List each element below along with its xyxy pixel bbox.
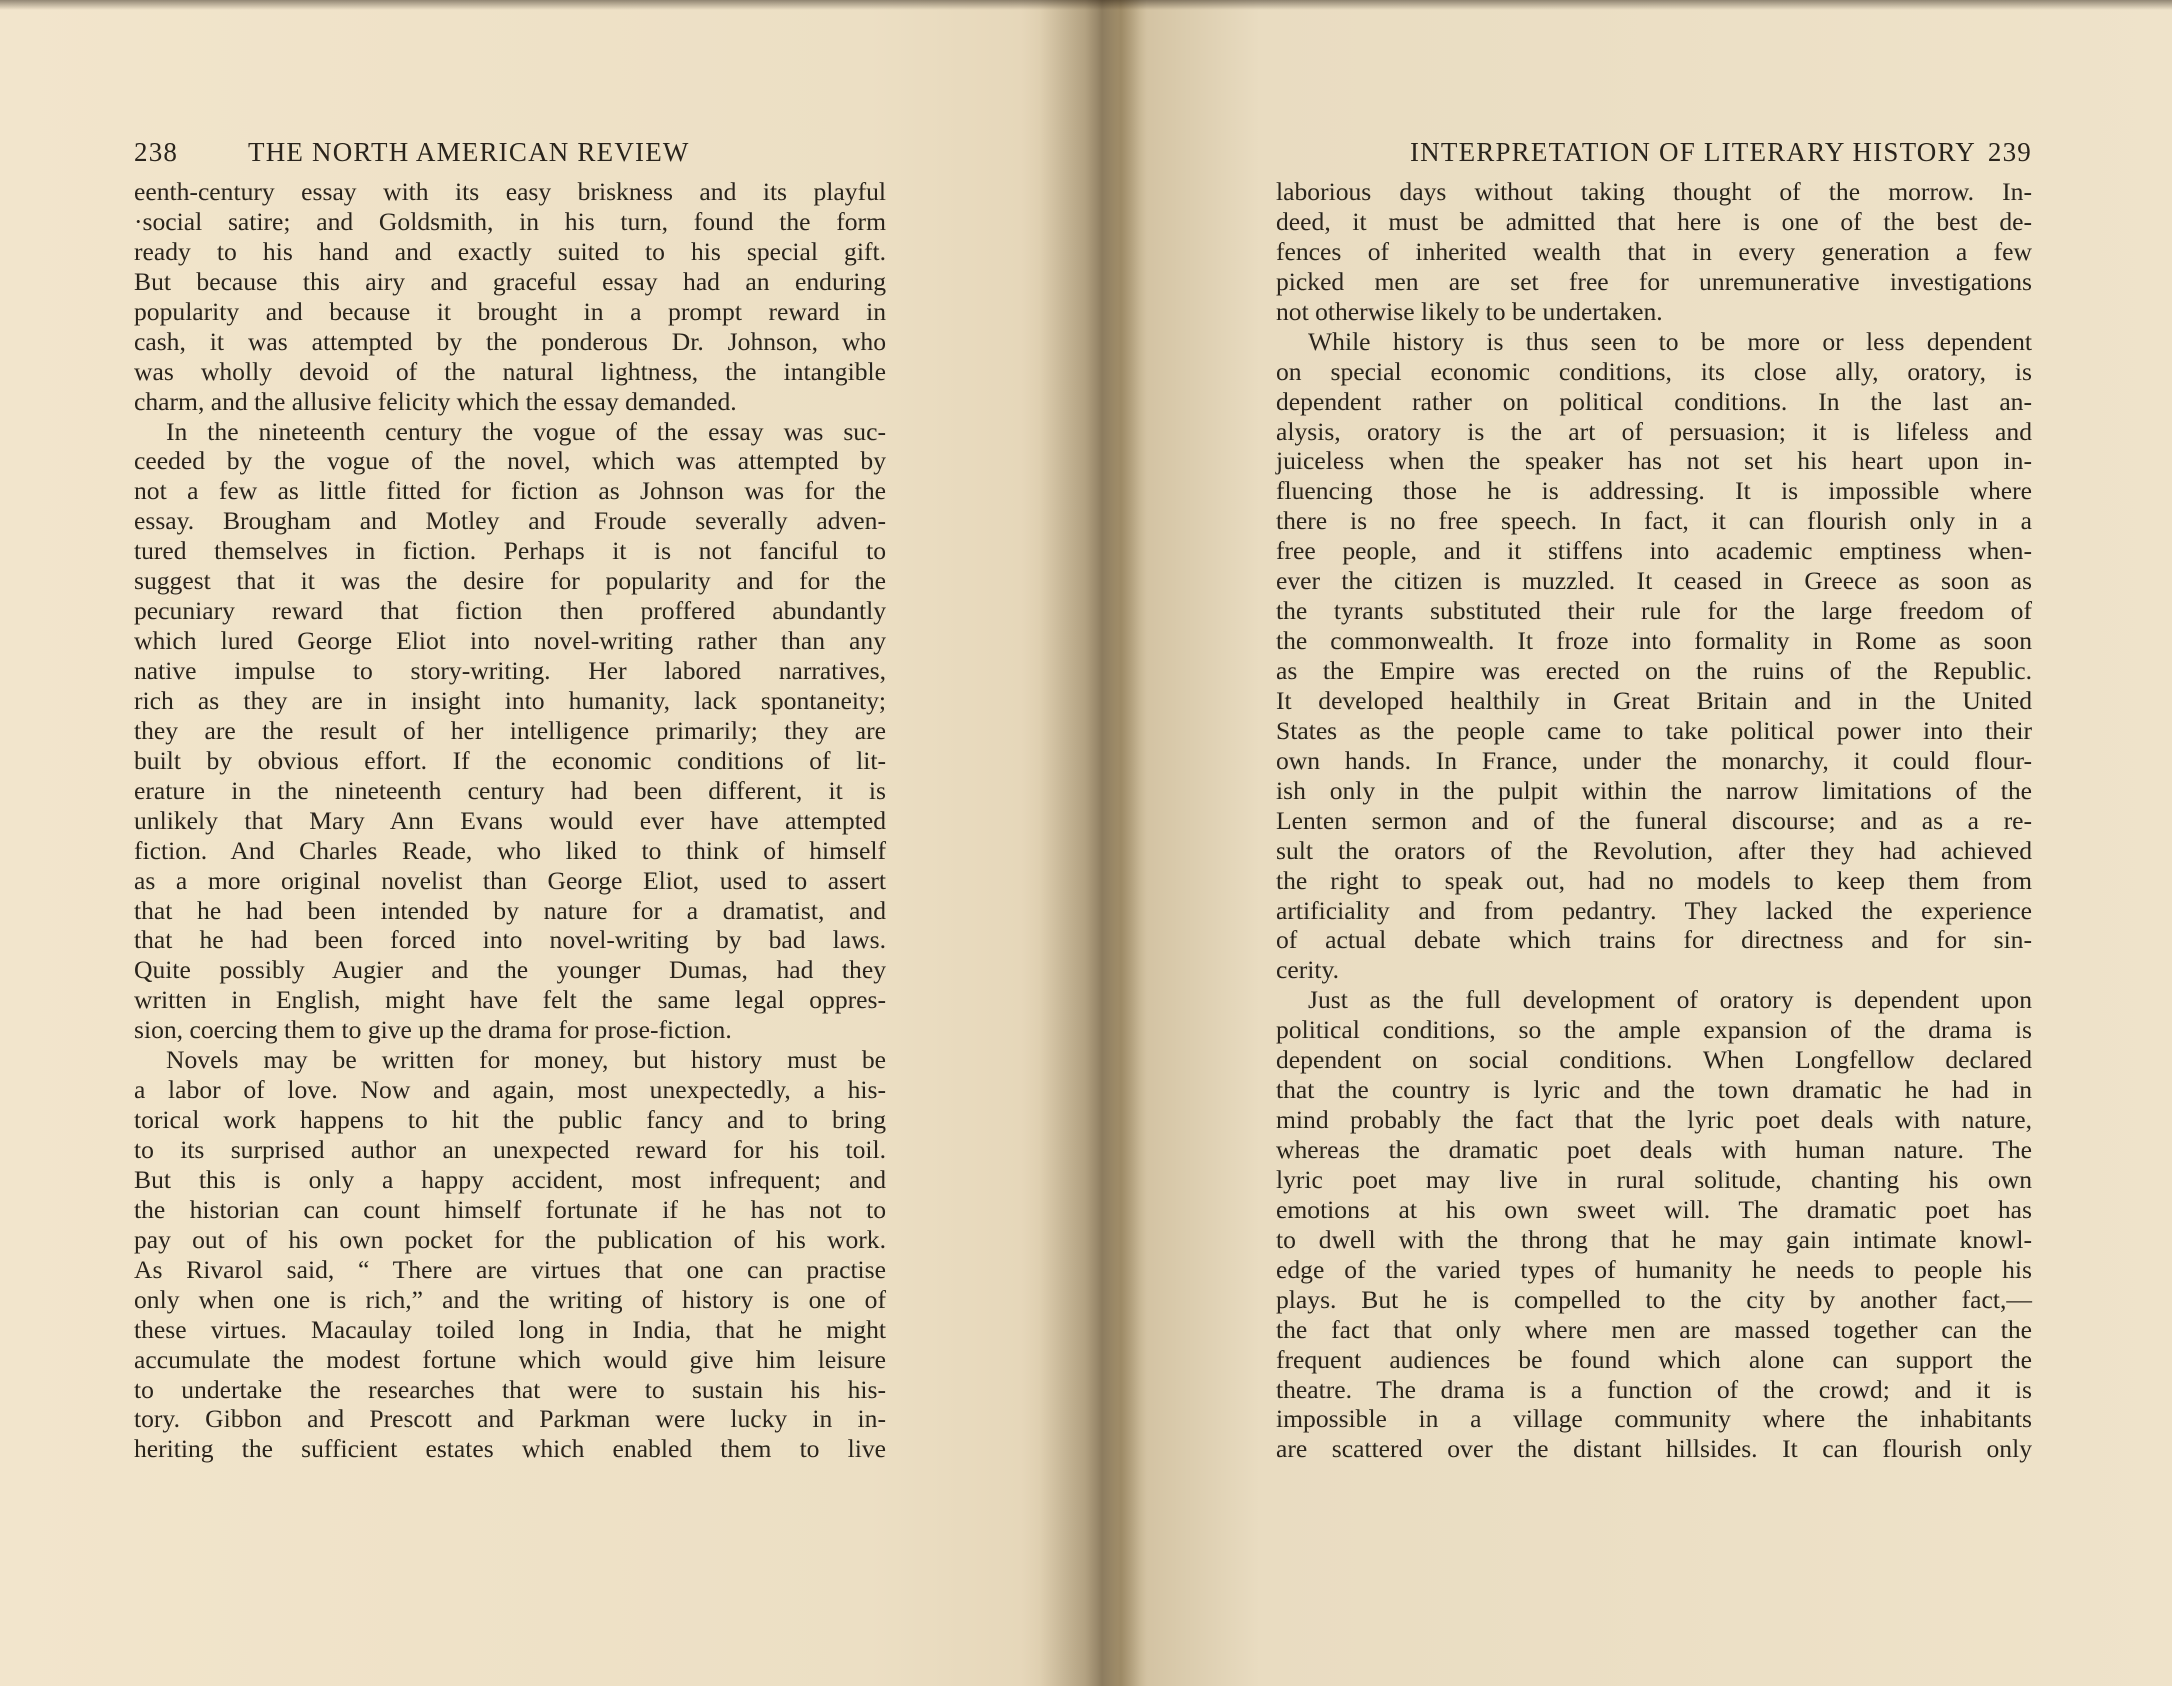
- text-line: the historian can count himself fortunate if he has not to: [134, 1194, 886, 1224]
- text-line: there is no free speech. In fact, it can flourish only in a: [1276, 506, 2032, 536]
- text-line: tured themselves in fiction. Perhaps it is not fanciful to: [134, 536, 886, 566]
- left-page-number: 238: [134, 137, 179, 167]
- text-line: picked men are set free for unremunerative investigations: [1276, 266, 2032, 296]
- text-line: which lured George Eliot into novel-writing rather than any: [134, 626, 886, 656]
- text-line: that he had been intended by nature for a dramatist, and: [134, 895, 886, 925]
- text-line: cerity.: [1276, 955, 1339, 985]
- text-line: ceeded by the vogue of the novel, which was attempted by: [134, 446, 886, 476]
- text-line: But this is only a happy accident, most infrequent; and: [134, 1164, 886, 1194]
- text-line: cash, it was attempted by the ponderous Dr. Johnson, who: [134, 326, 886, 356]
- right-running-title: INTERPRETATION OF LITERARY HISTORY: [1409, 137, 1976, 167]
- text-line: that the country is lyric and the town dramatic he had in: [1276, 1075, 2032, 1105]
- text-line: laborious days without taking thought of the morrow. In-: [1276, 177, 2032, 206]
- text-line: fences of inherited wealth that in every generation a few: [1276, 236, 2032, 266]
- text-line: accumulate the modest fortune which would give him leisure: [134, 1344, 886, 1374]
- text-line: native impulse to story-writing. Her labored narratives,: [134, 656, 886, 685]
- text-line: the tyrants substituted their rule for the large freedom of: [1276, 596, 2032, 626]
- text-line: these virtues. Macaulay toiled long in India, that he might: [134, 1314, 886, 1344]
- text-line: juiceless when the speaker has not set his heart upon in-: [1276, 446, 2032, 476]
- text-line: on special economic conditions, its close ally, oratory, is: [1276, 356, 2032, 386]
- text-line: ready to his hand and exactly suited to his special gift.: [134, 236, 886, 266]
- text-line: a labor of love. Now and again, most unexpectedly, a his-: [134, 1075, 886, 1105]
- text-line: the commonwealth. It froze into formality in Rome as soon: [1276, 626, 2032, 656]
- text-line: political conditions, so the ample expansion of the drama is: [1276, 1015, 2032, 1045]
- left-running-title: THE NORTH AMERICAN REVIEW: [248, 137, 690, 167]
- text-line: alysis, oratory is the art of persuasion; it is lifeless and: [1276, 416, 2032, 446]
- text-line: Just as the full development of oratory is dependent upon: [1308, 985, 2032, 1015]
- text-line: impossible in a village community where the inhabitants: [1276, 1404, 2032, 1434]
- text-line: popularity and because it brought in a prompt reward in: [134, 296, 886, 326]
- text-line: not otherwise likely to be undertaken.: [1276, 296, 1663, 326]
- text-line: frequent audiences be found which alone can support the: [1276, 1344, 2032, 1374]
- text-line: ·social satire; and Goldsmith, in his turn, found the form: [134, 206, 886, 236]
- text-line: lyric poet may live in rural solitude, chanting his own: [1276, 1164, 2032, 1194]
- text-line: free people, and it stiffens into academic emptiness when-: [1276, 536, 2032, 566]
- text-line: In the nineteenth century the vogue of the essay was suc-: [166, 416, 886, 446]
- text-line: While history is thus seen to be more or less dependent: [1308, 326, 2032, 356]
- text-line: emotions at his own sweet will. The dramatic poet has: [1276, 1194, 2032, 1224]
- right-page-text: [1276, 177, 2032, 1464]
- text-line: built by obvious effort. If the economic conditions of lit-: [134, 745, 886, 775]
- text-line: to dwell with the throng that he may gain intimate knowl-: [1276, 1224, 2032, 1254]
- text-line: the fact that only where men are massed together can the: [1276, 1314, 2032, 1344]
- text-line: as the Empire was erected on the ruins of the Republic.: [1276, 656, 2032, 685]
- text-line: own hands. In France, under the monarchy, it could flour-: [1276, 745, 2032, 775]
- text-line: dependent on social conditions. When Longfellow declared: [1276, 1045, 2032, 1075]
- text-line: dependent rather on political conditions. In the last an-: [1276, 386, 2032, 416]
- text-line: pecuniary reward that fiction then proffered abundantly: [134, 596, 886, 626]
- text-line: artificiality and from pedantry. They lacked the experience: [1276, 895, 2032, 925]
- text-line: sion, coercing them to give up the drama for prose-fiction.: [134, 1015, 732, 1045]
- book-gutter: [1040, 0, 1140, 1686]
- text-line: erature in the nineteenth century had been different, it is: [134, 775, 886, 805]
- right-running-head: [1276, 132, 2032, 172]
- text-line: the right to speak out, had no models to keep them from: [1276, 865, 2032, 895]
- text-line: unlikely that Mary Ann Evans would ever have attempted: [134, 805, 886, 835]
- text-line: charm, and the allusive felicity which the essay demanded.: [134, 386, 737, 416]
- text-line: fluencing those he is addressing. It is impossible where: [1276, 476, 2032, 506]
- right-page-number: 239: [1987, 137, 2032, 167]
- text-line: that he had been forced into novel-writing by bad laws.: [134, 925, 886, 955]
- text-line: to its surprised author an unexpected reward for his toil.: [134, 1135, 886, 1164]
- text-line: rich as they are in insight into humanity, lack spontaneity;: [134, 685, 886, 715]
- text-line: As Rivarol said, “ There are virtues that one can practise: [134, 1254, 886, 1284]
- text-line: mind probably the fact that the lyric poet deals with nature,: [1276, 1105, 2032, 1135]
- text-line: States as the people came to take political power into their: [1276, 715, 2032, 745]
- text-line: Quite possibly Augier and the younger Dumas, had they: [134, 955, 886, 985]
- text-line: was wholly devoid of the natural lightness, the intangible: [134, 356, 886, 386]
- text-line: not a few as little fitted for fiction as Johnson was for the: [134, 476, 886, 506]
- text-line: to undertake the researches that were to sustain his his-: [134, 1374, 886, 1404]
- text-line: essay. Brougham and Motley and Froude severally adven-: [134, 506, 886, 536]
- text-line: torical work happens to hit the public fancy and to bring: [134, 1105, 886, 1135]
- text-line: ish only in the pulpit within the narrow limitations of the: [1276, 775, 2032, 805]
- left-page-text: [134, 177, 886, 1464]
- text-line: are scattered over the distant hillsides. It can flourish only: [1276, 1434, 2032, 1464]
- text-line: deed, it must be admitted that here is one of the best de-: [1276, 206, 2032, 236]
- text-line: edge of the varied types of humanity he needs to people his: [1276, 1254, 2032, 1284]
- text-line: But because this airy and graceful essay had an enduring: [134, 266, 886, 296]
- text-line: eenth-century essay with its easy briskness and its playful: [134, 177, 886, 206]
- text-line: as a more original novelist than George Eliot, used to assert: [134, 865, 886, 895]
- text-line: suggest that it was the desire for popularity and for the: [134, 566, 886, 596]
- text-line: written in English, might have felt the same legal oppres-: [134, 985, 886, 1015]
- text-line: Novels may be written for money, but history must be: [166, 1045, 886, 1075]
- text-line: whereas the dramatic poet deals with human nature. The: [1276, 1135, 2032, 1164]
- text-line: they are the result of her intelligence primarily; they are: [134, 715, 886, 745]
- text-line: Lenten sermon and of the funeral discourse; and as a re-: [1276, 805, 2032, 835]
- text-line: plays. But he is compelled to the city by another fact,—: [1276, 1284, 2032, 1314]
- text-line: pay out of his own pocket for the publication of his work.: [134, 1224, 886, 1254]
- text-line: only when one is rich,” and the writing of history is one of: [134, 1284, 886, 1314]
- text-line: sult the orators of the Revolution, after they had achieved: [1276, 835, 2032, 865]
- text-line: It developed healthily in Great Britain and in the United: [1276, 685, 2032, 715]
- text-line: ever the citizen is muzzled. It ceased in Greece as soon as: [1276, 566, 2032, 596]
- text-line: theatre. The drama is a function of the crowd; and it is: [1276, 1374, 2032, 1404]
- text-line: of actual debate which trains for directness and for sin-: [1276, 925, 2032, 955]
- text-line: fiction. And Charles Reade, who liked to think of himself: [134, 835, 886, 865]
- text-line: heriting the sufficient estates which enabled them to live: [134, 1434, 886, 1464]
- text-line: tory. Gibbon and Prescott and Parkman were lucky in in-: [134, 1404, 886, 1434]
